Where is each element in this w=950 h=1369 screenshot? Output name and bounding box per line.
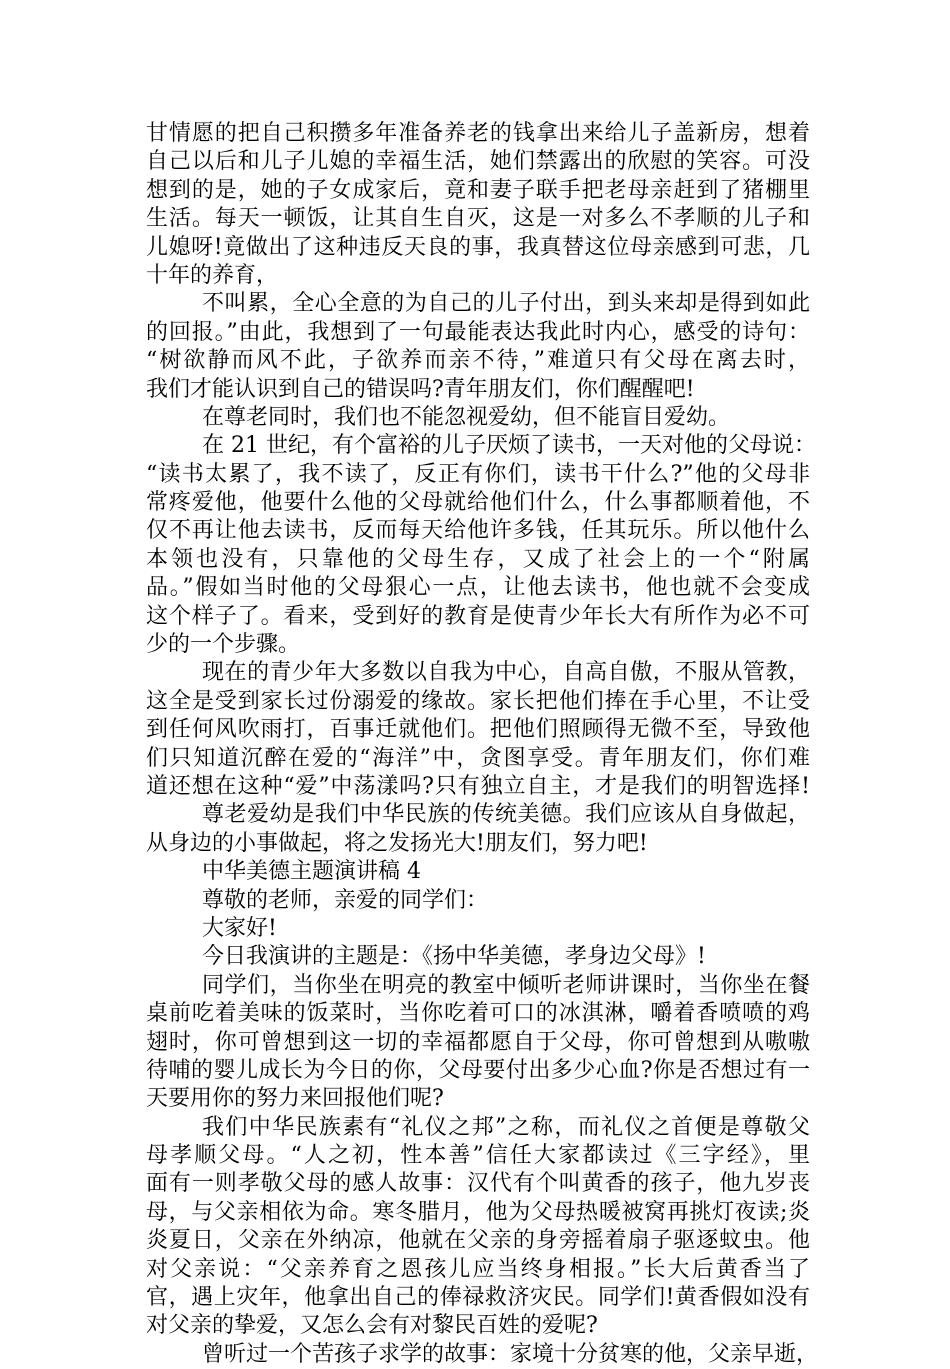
text-line: 对父亲说：“父亲养育之恩孩儿应当终身相报。”长大后黄香当了: [146, 1256, 810, 1282]
text-line: 甘情愿的把自己积攒多年准备养老的钱拿出来给儿子盖新房，想着: [146, 121, 810, 146]
text-line: 这个样子了。看来，受到好的教育是使青少年长大有所作为必不可: [146, 603, 810, 629]
text-line: 尊老爱幼是我们中华民族的传统美德。我们应该从自身做起，: [202, 802, 810, 828]
text-line: 同学们，当你坐在明亮的教室中倾听老师讲课时，当你坐在餐: [202, 972, 810, 998]
text-line: 母孝顺父母。“人之初，性本善”信任大家都读过《三字经》，里: [146, 1143, 810, 1169]
text-line: 儿媳呀!竟做出了这种违反天良的事，我真替这位母亲感到可悲，几: [146, 234, 810, 260]
text-line: 炎夏日，父亲在外纳凉，他就在父亲的身旁摇着扇子驱逐蚊虫。他: [146, 1228, 810, 1254]
text-line: 翅时，你可曾想到这一切的幸福都愿自于父母，你可曾想到从嗷嗷: [146, 1029, 810, 1055]
text-line: 常疼爱他，他要什么他的父母就给他们什么，什么事都顺着他，不: [146, 490, 810, 516]
text-line: 曾听过一个苦孩子求学的故事：家境十分贫寒的他，父亲早逝，: [202, 1341, 819, 1367]
text-line: 我们才能认识到自己的错误吗?青年朋友们，你们醒醒吧!: [146, 376, 695, 402]
text-line: 本领也没有，只靠他的父母生存，又成了社会上的一个“附属: [146, 546, 810, 572]
text-line: 现在的青少年大多数以自我为中心，自高自傲，不服从管教，: [202, 660, 810, 686]
text-line: 从身边的小事做起，将之发扬光大!朋友们，努力吧!: [146, 830, 648, 856]
text-line: 们只知道沉醉在爱的“海洋”中，贪图享受。青年朋友们，你们难: [146, 745, 810, 771]
text-line: 今日我演讲的主题是：《扬中华美德，孝身边父母》!: [202, 944, 706, 970]
text-line: 尊敬的老师，亲爱的同学们：: [202, 887, 489, 913]
text-line: 自己以后和儿子儿媳的幸福生活，她们禁露出的欣慰的笑容。可没: [146, 149, 810, 175]
text-line: 生活。每天一顿饭，让其自生自灭，这是一对多么不孝顺的儿子和: [146, 206, 810, 232]
text-line: 面有一则孝敬父母的感人故事：汉代有个叫黄香的孩子，他九岁丧: [146, 1171, 810, 1197]
text-line: 想到的是，她的子女成家后，竟和妻子联手把老母亲赶到了猪棚里: [146, 177, 810, 203]
text-line: 不叫累，全心全意的为自己的儿子付出，到头来却是得到如此: [202, 291, 810, 317]
text-line: 官，遇上灾年，他拿出自己的俸禄救济灾民。同学们!黄香假如没有: [146, 1285, 810, 1311]
text-line: 十年的养育，: [146, 262, 279, 288]
text-line: 大家好!: [202, 915, 277, 941]
text-line: 在尊老同时，我们也不能忽视爱幼，但不能盲目爱幼。: [202, 404, 731, 430]
text-line: 品。”假如当时他的父母狠心一点，让他去读书，他也就不会变成: [146, 575, 810, 601]
document-page: [146, 120, 819, 1369]
text-line: 待哺的婴儿成长为今日的你，父母要付出多少心血?你是否想过有一: [146, 1057, 810, 1083]
text-line: 在 21 世纪，有个富裕的儿子厌烦了读书，一天对他的父母说：: [202, 433, 816, 459]
text-line: 少的一个步骤。: [146, 632, 301, 658]
text-line: 到任何风吹雨打，百事迁就他们。把他们照顾得无微不至，导致他: [146, 717, 810, 743]
text-line: 母，与父亲相依为命。寒冬腊月，他为父母热暖被窝再挑灯夜读;炎: [146, 1199, 810, 1225]
text-line: 桌前吃着美味的饭菜时，当你吃着可口的冰淇淋，嚼着香喷喷的鸡: [146, 1001, 810, 1027]
text-line: 天要用你的努力来回报他们呢?: [146, 1086, 444, 1112]
text-line: 的回报。”由此，我想到了一句最能表达我此时内心，感受的诗句：: [146, 319, 810, 345]
text-line: 中华美德主题演讲稿 4: [202, 859, 421, 885]
text-line: 仅不再让他去读书，反而每天给他许多钱，任其玩乐。所以他什么: [146, 518, 810, 544]
text-line: 我们中华民族素有“礼仪之邦”之称，而礼仪之首便是尊敬父: [202, 1114, 810, 1140]
text-line: 对父亲的挚爱，又怎么会有对黎民百姓的爱呢?: [146, 1313, 598, 1339]
text-line: 这全是受到家长过份溺爱的缘故。家长把他们捧在手心里，不让受: [146, 688, 810, 714]
text-line: “树欲静而风不此，子欲养而亲不待，”难道只有父母在离去时，: [146, 348, 810, 374]
text-line: “读书太累了，我不读了，反正有你们，读书干什么?”他的父母非: [146, 461, 810, 487]
text-line: 道还想在这种“爱”中荡漾吗?只有独立自主，才是我们的明智选择!: [146, 773, 810, 799]
